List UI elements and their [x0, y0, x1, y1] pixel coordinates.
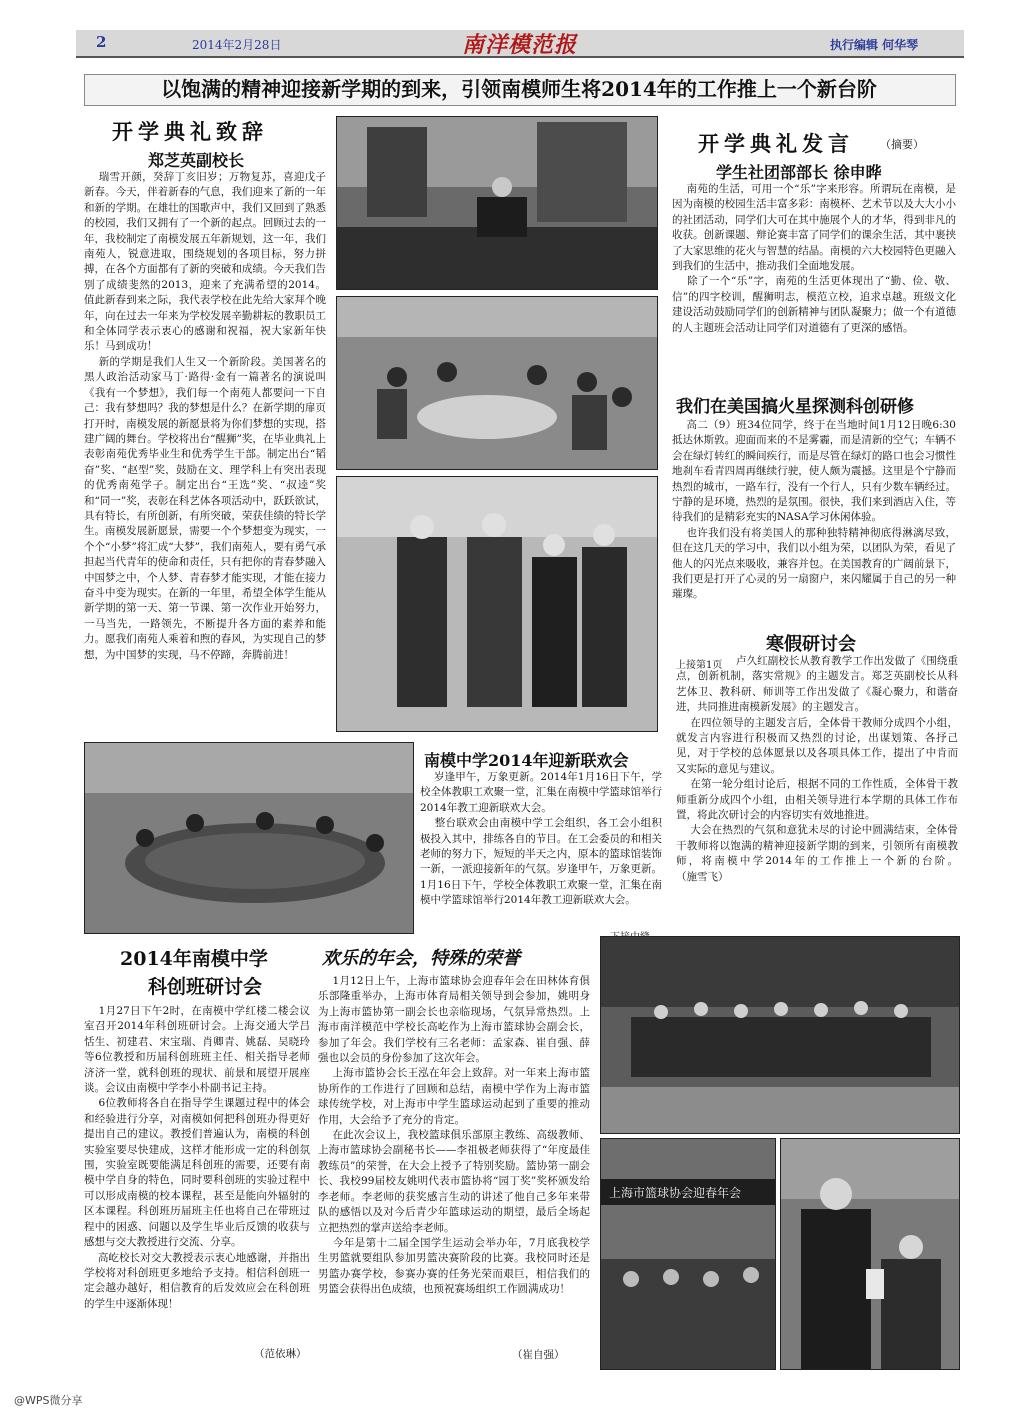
science-title-line1: 2014年南模中学	[120, 948, 268, 970]
student-speech-subtitle: （摘要）	[880, 138, 924, 151]
photo-banner-hall-graphic	[601, 1139, 775, 1369]
photo-group-discussion-graphic	[337, 297, 657, 469]
wps-watermark: @WPS微分享	[14, 1394, 83, 1407]
student-speech-author: 学生社团部部长 徐申晔	[716, 163, 882, 182]
photo-award-trophy	[780, 1138, 960, 1370]
basketball-signature: （崔自强）	[512, 1349, 565, 1361]
continued-from-note: 上接第1页	[676, 660, 723, 671]
speech-title: 开学典礼致辞	[112, 119, 268, 144]
page-headline: 以饱满的精神迎接新学期的到来，引领南模师生将2014年的工作推上一个新台阶	[161, 77, 877, 101]
newspaper-logo: 南洋模范报	[462, 32, 578, 58]
basketball-title: 欢乐的年会，特殊的荣誉	[322, 948, 520, 969]
speech-author: 郑芝英副校长	[148, 151, 245, 170]
speech-body: 瑞雪开颜，癸辞丁亥旧岁；万物复苏，喜迎戊子新春。今天，伴着新春的气息，我们迎来了新的一年和新的学期。在雄壮的国歌声中，我们又回到了熟悉的校园，我们又拥有了一个新的起点。回顾过去的一年，我校制定了南模发展五年新规划，这一年，我们南苑人，锐意进取，围绕规划的各项目标，努力拼搏，在各个方面都有了新的突破和成绩。今天我们告别了成绩斐然的2013，迎来了充满希望的2014。值此新春到来之际，我代表学校在此先给大家拜个晚年，向在过去一年来为学校发展辛勤耕耘的教职员工和全体同学表示衷心的感谢和祝福，祝大家新年快乐！马到成功！ 新的学期是我们人生又一个新阶段。美国著名的黑人政治活动家马丁·路得·金有一篇著名的演说叫《我有一个梦想》，我们每一个南苑人都要问一下自己：我有梦想吗？我的梦想是什么？在新学期的扉页打开时，南模发展的新愿景将为你们梦想的实现，搭建广阔的舞台。学校将出台“醒狮”奖，在毕业典礼上表彰南苑优秀毕业生和优秀学生干部。制定出台“韬奋”奖、“赵型”奖，鼓励在文、理学科上有突出表现的优秀南苑学子。制定出台“王选”奖、“叔逵”奖和“同一”奖，表彰在科艺体各项活动中，跃跃欲试，具有特长，有所创新，有所突破，荣获佳绩的特长学生。南模发展新愿景，需要一个个梦想变为现实，一个个“小梦”将汇成“大梦”，我们南苑人，要有勇气承担起当代青年的使命和责任，只有把你的青春梦融入中国梦之中，个人梦、青春梦才能实现，才能在接力奋斗中变为现实。在新的一年里，希望全体学生能从新学期的第一天、第一节课、第一次作业开始努力，一马当先，一路领先，不断提升各方面的素养和能力。愿我们南苑人乘着和煦的春风，为实现自己的梦想，为中国梦的实现，马不停蹄，奔腾前进！	[84, 171, 327, 661]
photo-speaker-podium-graphic	[337, 117, 657, 289]
photo-four-people	[336, 476, 658, 732]
editor-credit: 执行编辑 何华琴	[830, 38, 919, 52]
science-title-line2: 科创班研讨会	[148, 976, 263, 998]
photo-award-trophy-graphic	[781, 1139, 959, 1369]
winter-seminar-title: 寒假研讨会	[766, 634, 856, 655]
mars-title: 我们在美国搞火星探测科创研修	[676, 397, 914, 417]
science-body: 1月27日下午2时，在南模中学红楼二楼会议室召开2014年科创班研讨会。上海交通大学吕恬生、初建君、宋宝瑞、肖卿青、姚磊、吴晓玲等6位教授和历届科创班班主任、相关指导老师济济一堂，就科创班的现状、前景和展望开展座谈。会议由南模中学李小朴副书记主持。 6位教师将各自在指导学生课题过程中的体会和经验进行分享，对南模如何把科创班办得更好提出自己的建议。教授们普遍认为，南模的科创实验室要尽快建成，这样才能形成一定的科创氛围，实验室既要能满足科创班的需要，还要有南模中学自身的特色，同时要科创班的实验过程中可以形成南模的校本课程，甚至是能向外辐射的区本课程。科创班历届班主任也将自己在带班过程中的困惑、问题以及学生毕业后反馈的收获与感想与交大教授进行交流、分享。 高屹校长对交大教授表示衷心地感谢，并指出学校将对科创班更多地给予支持。相信科创班一定会越办越好，相信教育的后发效应会在科创班的学生中逐渐体现！	[84, 1005, 310, 1310]
photo-group-discussion	[336, 296, 658, 470]
new-year-body: 岁逢甲午，万象更新。2014年1月16日下午，学校全体教职工欢聚一堂，汇集在南模中学篮球馆举行2014年教工迎新联欢大会。 整台联欢会由南模中学工会组织，各工会小组积极投入其中，排练各自的节目。在工会委员的和相关老师的努力下，短短的半天之内，原本的篮球馆装饰一新，一派迎接新年的气氛。岁逢甲午，万象更新。1月16日下午，学校全体教职工欢聚一堂，汇集在南模中学篮球馆举行2014年教工迎新联欢大会。	[420, 771, 663, 907]
new-year-title: 南模中学2014年迎新联欢会	[424, 751, 629, 770]
photo-banner-text: 上海市篮球协会迎春年会	[609, 1186, 742, 1200]
basketball-body: 1月12日上午，上海市篮球协会迎春年会在田林体育俱乐部隆重举办，上海市体育局相关领导到会参加，姚明身为上海市篮协第一副会长也亲临现场，气氛异常热烈。上海市南洋模范中学校长高屹作为上海市篮球协会副会长，参加了年会。我们学校有三名老师：孟家森、崔自强、薛强也以会员的身份参加了这次年会。 上海市篮协会长王泓在年会上致辞。对一年来上海市篮协所作的工作进行了回顾和总结，南模中学作为上海市篮球传统学校，对上海市中学生篮球运动起到了重要的推动作用，大会给予了充分的肯定。 在此次会议上，我校篮球俱乐部原主教练、高级教师、上海市篮球协会副秘书长——李祖极老师获得了“年度最佳教练员”的荣誉，在大会上授予了特别奖励。篮协第一副会长、我校99届校友姚明代表市篮协将“园丁奖”奖杯颁发给李老师。李老师的获奖感言生动的讲述了他自己多年来带队的感悟以及对今后青少年篮球运动的期望，最后全场起立把热烈的掌声送给李老师。 今年是第十二届全国学生运动会举办年，7月底我校学生男篮就要组队参加男篮决赛阶段的比赛。我校同时还是男篮办赛学校，参赛办赛的任务光荣而艰巨，相信我们的男篮会获得出色成绩，也预祝赛场组织工作圆满成功！	[318, 975, 590, 1296]
photo-speaker-podium	[336, 116, 658, 290]
photo-meeting-table-graphic	[85, 743, 413, 933]
student-speech-title: 开学典礼发言	[698, 131, 854, 156]
page-number: 2	[96, 33, 107, 51]
photo-four-people-graphic	[337, 477, 657, 731]
photo-choir-graphic	[601, 937, 959, 1133]
photo-banner-hall	[600, 1138, 776, 1370]
winter-seminar-body: 卢久红副校长从教育教学工作出发做了《围绕重点，创新机制，落实常规》的主题发言。郑芝英副校长从科艺体卫、教科研、师训等工作出发做了《凝心聚力，和谐奋进，共同推进南模新发展》的主题发言。 在四位领导的主题发言后，全体骨干教师分成四个小组，就发言内容进行积极而又热烈的讨论，出谋划策、各抒己见，对于学校的总体愿景以及各项具体工作，提出了中肯而又实际的意见与建议。 在第一轮分组讨论后，根据不同的工作性质，全体骨干教师重新分成四个小组，由相关领导进行本学期的具体工作布置，将此次研讨会的内容切实有效地推进。 大会在热烈的气氛和意犹未尽的讨论中圆满结束，全体骨干教师将以饱满的精神迎接新学期的到来，引领所有南模教师，将南模中学2014年的工作推上一个新的台阶。 （施雪飞）	[676, 655, 958, 883]
mars-body: 高二（9）班34位同学，终于在当地时间1月12日晚6:30抵达休斯敦。迎面而来的不是雾霾，而是清新的空气；车辆不会在绿灯转红的瞬间疾行，而是尽管在绿灯的路口也会习惯性地刹车看青四周再继续行驶，使人颇为震撼。这里是个宁静而热烈的城市，一路车行，没有一个行人，只有少数车辆经过。宁静的是环境，热烈的是氛围。很快，我们来到酒店入住，等待我们的是精彩充实的NASA学习休闲体验。 也许我们没有将美国人的那种独特精神彻底得淋漓尽致，但在这几天的学习中，我们以小组为荣，以团队为荣，看见了他人的闪光点来吸收，兼容并包。在美国教育的广阔前景下，我们更是打开了心灵的另一扇窗户，来闪耀属于自己的另一种璀璨。	[672, 419, 956, 601]
photo-choir	[600, 936, 960, 1134]
science-signature: （范依琳）	[254, 1348, 307, 1360]
student-speech-body: 南苑的生活，可用一个“乐”字来形容。所谓玩在南模，是因为南模的校园生活丰富多彩：南模杯、艺术节以及大大小小的社团活动，同学们大可在其中施展个人的才华，得到非凡的收获。创新课题、辩论赛丰富了同学们的课余生活，其中裹挟了大家思维的花火与智慧的结晶。南模的六大校园特色更融入到我们的生活中，推动我们全面地发展。 除了一个“乐”字，南苑的生活更体现出了“勤、俭、敬、信”的四字校训，醒狮明志，模范立校，追求卓越。班级文化建设活动鼓励同学们的创新精神与团队凝聚力；做一个有道德的人主题班会活动让同学们对道德有了更深的感悟。	[672, 183, 956, 334]
issue-date: 2014年2月28日	[192, 38, 282, 52]
photo-meeting-table	[84, 742, 414, 934]
